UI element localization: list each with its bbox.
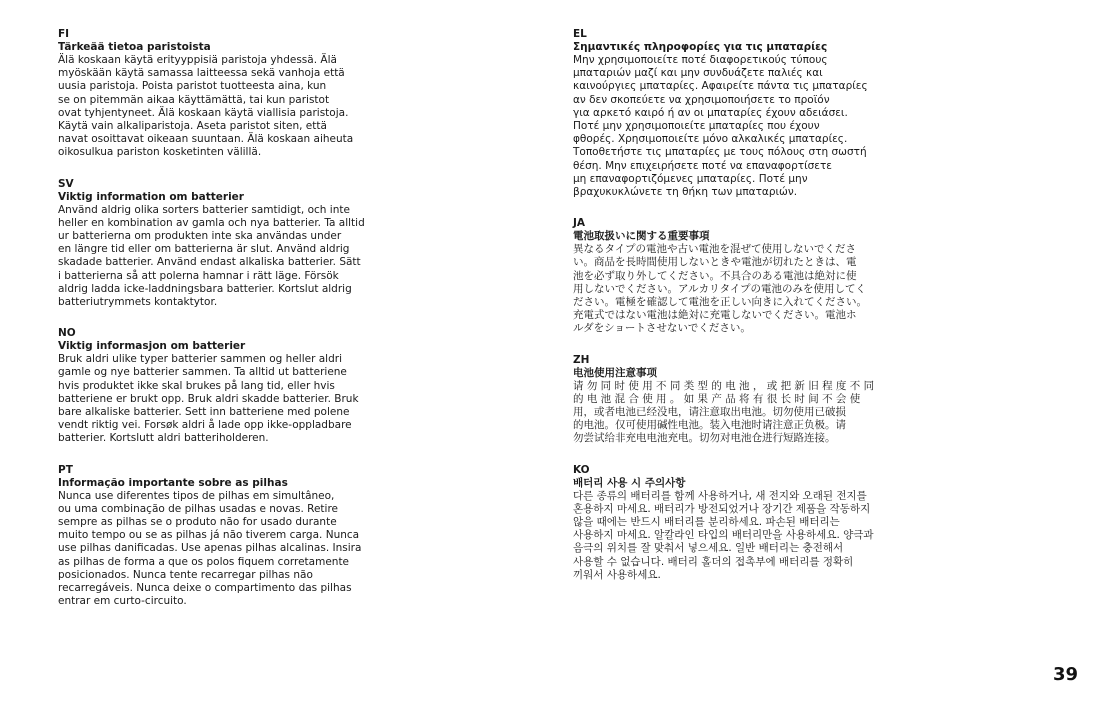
body-line: 음극의 위치를 잘 맞춰서 넣으세요. 일반 배터리는 충전해서 [573,542,844,555]
section-no [58,327,404,445]
body-line: ルダをショートさせないでください。 [573,322,751,335]
body-line: 池を必ず取り外してください。不具合のある電池は絶対に使 [573,269,857,282]
body-line: Μην χρησιμοποιείτε ποτέ διαφορετικούς τύπους [573,54,828,66]
body-line: vendt riktig vei. Forsøk aldri å lade opp ikke-oppladbare [58,419,352,432]
body-line: Τοποθετήστε τις μπαταρίες με τους πόλους στη σωστή [573,146,867,159]
body-line: use pilhas danificadas. Use apenas pilhas alcalinas. Insira [58,542,362,555]
body-line: 혼용하지 마세요. 배터리가 방전되었거나 장기간 제품을 작동하지 [573,502,871,515]
section-title: Viktig informasjon om batterier [58,340,246,353]
body-line: skadade batterier. Använd endast alkaliska batterier. Sätt [58,256,361,269]
section-body [58,353,404,445]
body-line: 다른 종류의 배터리를 함께 사용하거나, 새 전지와 오래된 전지를 [573,489,867,502]
left-column [58,28,404,627]
body-line: Bruk aldri ulike typer batterier sammen og heller aldri [58,353,342,366]
body-line: θέση. Μην επιχειρήσετε ποτέ να επαναφορτίσετε [573,159,832,172]
body-line: as pilhas de forma a que os polos fiquem corretamente [58,555,350,568]
body-line: batteriutrymmets kontaktytor. [58,296,218,309]
body-line: en längre tid eller om batterierna är slut. Använd aldrig [58,243,350,256]
body-line: myöskään käytä samassa laitteessa sekä vanhoja että [58,67,345,80]
section-title: 電池取扱いに関する重要事項 [573,230,710,243]
body-line: 異なるタイプの電池や古い電池を混ぜて使用しないでくださ [573,243,856,256]
body-line: hvis produktet ikke skal brukes på lang tid, eller hvis [58,379,335,392]
section-title: 배터리 사용 시 주의사항 [573,476,686,489]
body-line: Ποτέ μην χρησιμοποιείτε μπαταρίες που έχουν [573,120,820,133]
body-line: ur batterierna om produkten inte ska användas under [58,230,342,243]
body-line: bare alkaliske batterier. Sett inn batteriene med polene [58,406,350,419]
body-line: ovat tyhjentyneet. Älä koskaan käytä viallisia paristoja. [58,106,349,119]
body-line: Älä koskaan käytä erityyppisiä paristoja yhdessä. Älä [58,54,337,66]
body-line: i batterierna så att polerna hamnar i rätt läge. Försök [58,269,339,282]
language-code: FI [58,28,70,40]
body-line: φθορές. Χρησιμοποιείτε μόνο αλκαλικές μπαταρίες. [573,133,848,146]
language-code: EL [573,28,587,40]
language-code: KO [573,463,590,476]
section-body [58,490,404,609]
body-line: 请 勿 同 时 使 用 不 同 类 型 的 电 池 ， 或 把 新 旧 程 度 不 同 [573,379,875,392]
body-line: 끼워서 사용하세요. [573,568,661,581]
body-line: navat osoittavat oikeaan suuntaan. Älä koskaan aiheuta [58,133,354,146]
body-line: μπαταριών μαζί και μην συνδυάζετε παλιές και [573,67,823,80]
section-body [58,204,404,310]
section-el [573,28,918,199]
section-body [573,243,918,335]
body-line: entrar em curto-circuito. [58,595,187,608]
body-line: 用，或者电池已经没电，请注意取出电池。切勿使用已破损 [573,406,846,419]
body-line: βραχυκυκλώνετε τη θήκη των μπαταριών. [573,186,798,199]
body-line: μη επαναφορτιζόμενες μπαταρίες. Ποτέ μην [573,172,808,185]
section-body [573,54,918,199]
body-line: 勿尝试给非充电电池充电。切勿对电池仓进行短路连接。 [573,432,836,445]
section-pt [58,464,404,609]
body-line: ou uma combinação de pilhas usadas e novas. Retire [58,502,338,515]
section-title: Tärkeää tietoa paristoista [58,41,211,53]
section-fi [58,28,404,160]
section-body [573,490,918,582]
body-line: muito tempo ou se as pilhas já não tiverem carga. Nunca [58,529,360,542]
body-line: gamle og nye batterier sammen. Ta alltid ut batteriene [58,366,347,379]
right-column [573,28,918,600]
body-line: Använd aldrig olika sorters batterier samtidigt, och inte [58,203,350,216]
body-line: aldrig ladda icke-laddningsbara batterier. Kortslut aldrig [58,282,352,295]
section-body [58,54,404,160]
section-zh [573,354,918,446]
body-line: αν δεν σκοπεύετε να χρησιμοποιήσετε το προϊόν [573,93,830,106]
body-line: 않을 때에는 반드시 배터리를 분리하세요. 파손된 배터리는 [573,516,840,529]
language-code: JA [573,217,586,230]
language-code: SV [58,177,74,190]
body-line: posicionados. Nunca tente recarregar pilhas não [58,568,313,581]
body-line: για αρκετό καιρό ή αν οι μπαταρίες έχουν αδειάσει. [573,106,848,119]
body-line: uusia paristoja. Poista paristot tuotteesta aina, kun [58,80,327,93]
language-code: NO [58,327,76,340]
section-title: Σημαντικές πληροφορίες για τις μπαταρίες [573,41,828,53]
section-title: Informação importante sobre as pilhas [58,476,288,489]
body-line: 充電式ではない電池は絶対に充電しないでください。電池ホ [573,309,857,322]
section-sv [58,178,404,310]
page-number: 39 [1052,664,1078,685]
body-line: sempre as pilhas se o produto não for usado durante [58,516,337,529]
body-line: 사용할 수 없습니다. 배터리 홀더의 접촉부에 배터리를 정확히 [573,555,854,568]
body-line: recarregáveis. Nunca deixe o compartimento das pilhas [58,582,352,595]
body-line: い。商品を長時間使用しないときや電池が切れたときは、電 [573,256,857,269]
body-line: oikosulkua pariston kosketinten välillä. [58,146,262,159]
body-line: 用しないでください。アルカリタイプの電池のみを使用してく [573,282,867,295]
section-title: 电池使用注意事项 [573,366,657,379]
body-line: se on pitemmän aikaa käyttämättä, tai kun paristot [58,93,330,106]
body-line: 的电池。仅可使用碱性电池。装入电池时请注意正负极。请 [573,419,846,432]
language-code: PT [58,463,73,476]
language-code: ZH [573,353,590,366]
body-line: 的 电 池 混 合 使 用 。 如 果 产 品 将 有 很 长 时 间 不 会 使 [573,392,861,405]
section-title: Viktig information om batterier [58,190,244,203]
body-line: ださい。電極を確認して電池を正しい向きに入れてください。 [573,296,867,309]
body-line: Nunca use diferentes tipos de pilhas em simultâneo, [58,489,335,502]
section-body [573,380,918,446]
body-line: 사용하지 마세요. 알칼라인 타입의 배터리만을 사용하세요. 양극과 [573,529,874,542]
body-line: καινούργιες μπαταρίες. Αφαιρείτε πάντα τις μπαταρίες [573,80,868,93]
body-line: batterier. Kortslutt aldri batteriholderen. [58,432,269,445]
body-line: Käytä vain alkaliparistoja. Aseta paristot siten, että [58,120,327,133]
section-ko [573,464,918,582]
section-ja [573,217,918,335]
body-line: batteriene er brukt opp. Bruk aldri skadde batterier. Bruk [58,392,359,405]
body-line: heller en kombination av gamla och nya batterier. Ta alltid [58,216,365,229]
